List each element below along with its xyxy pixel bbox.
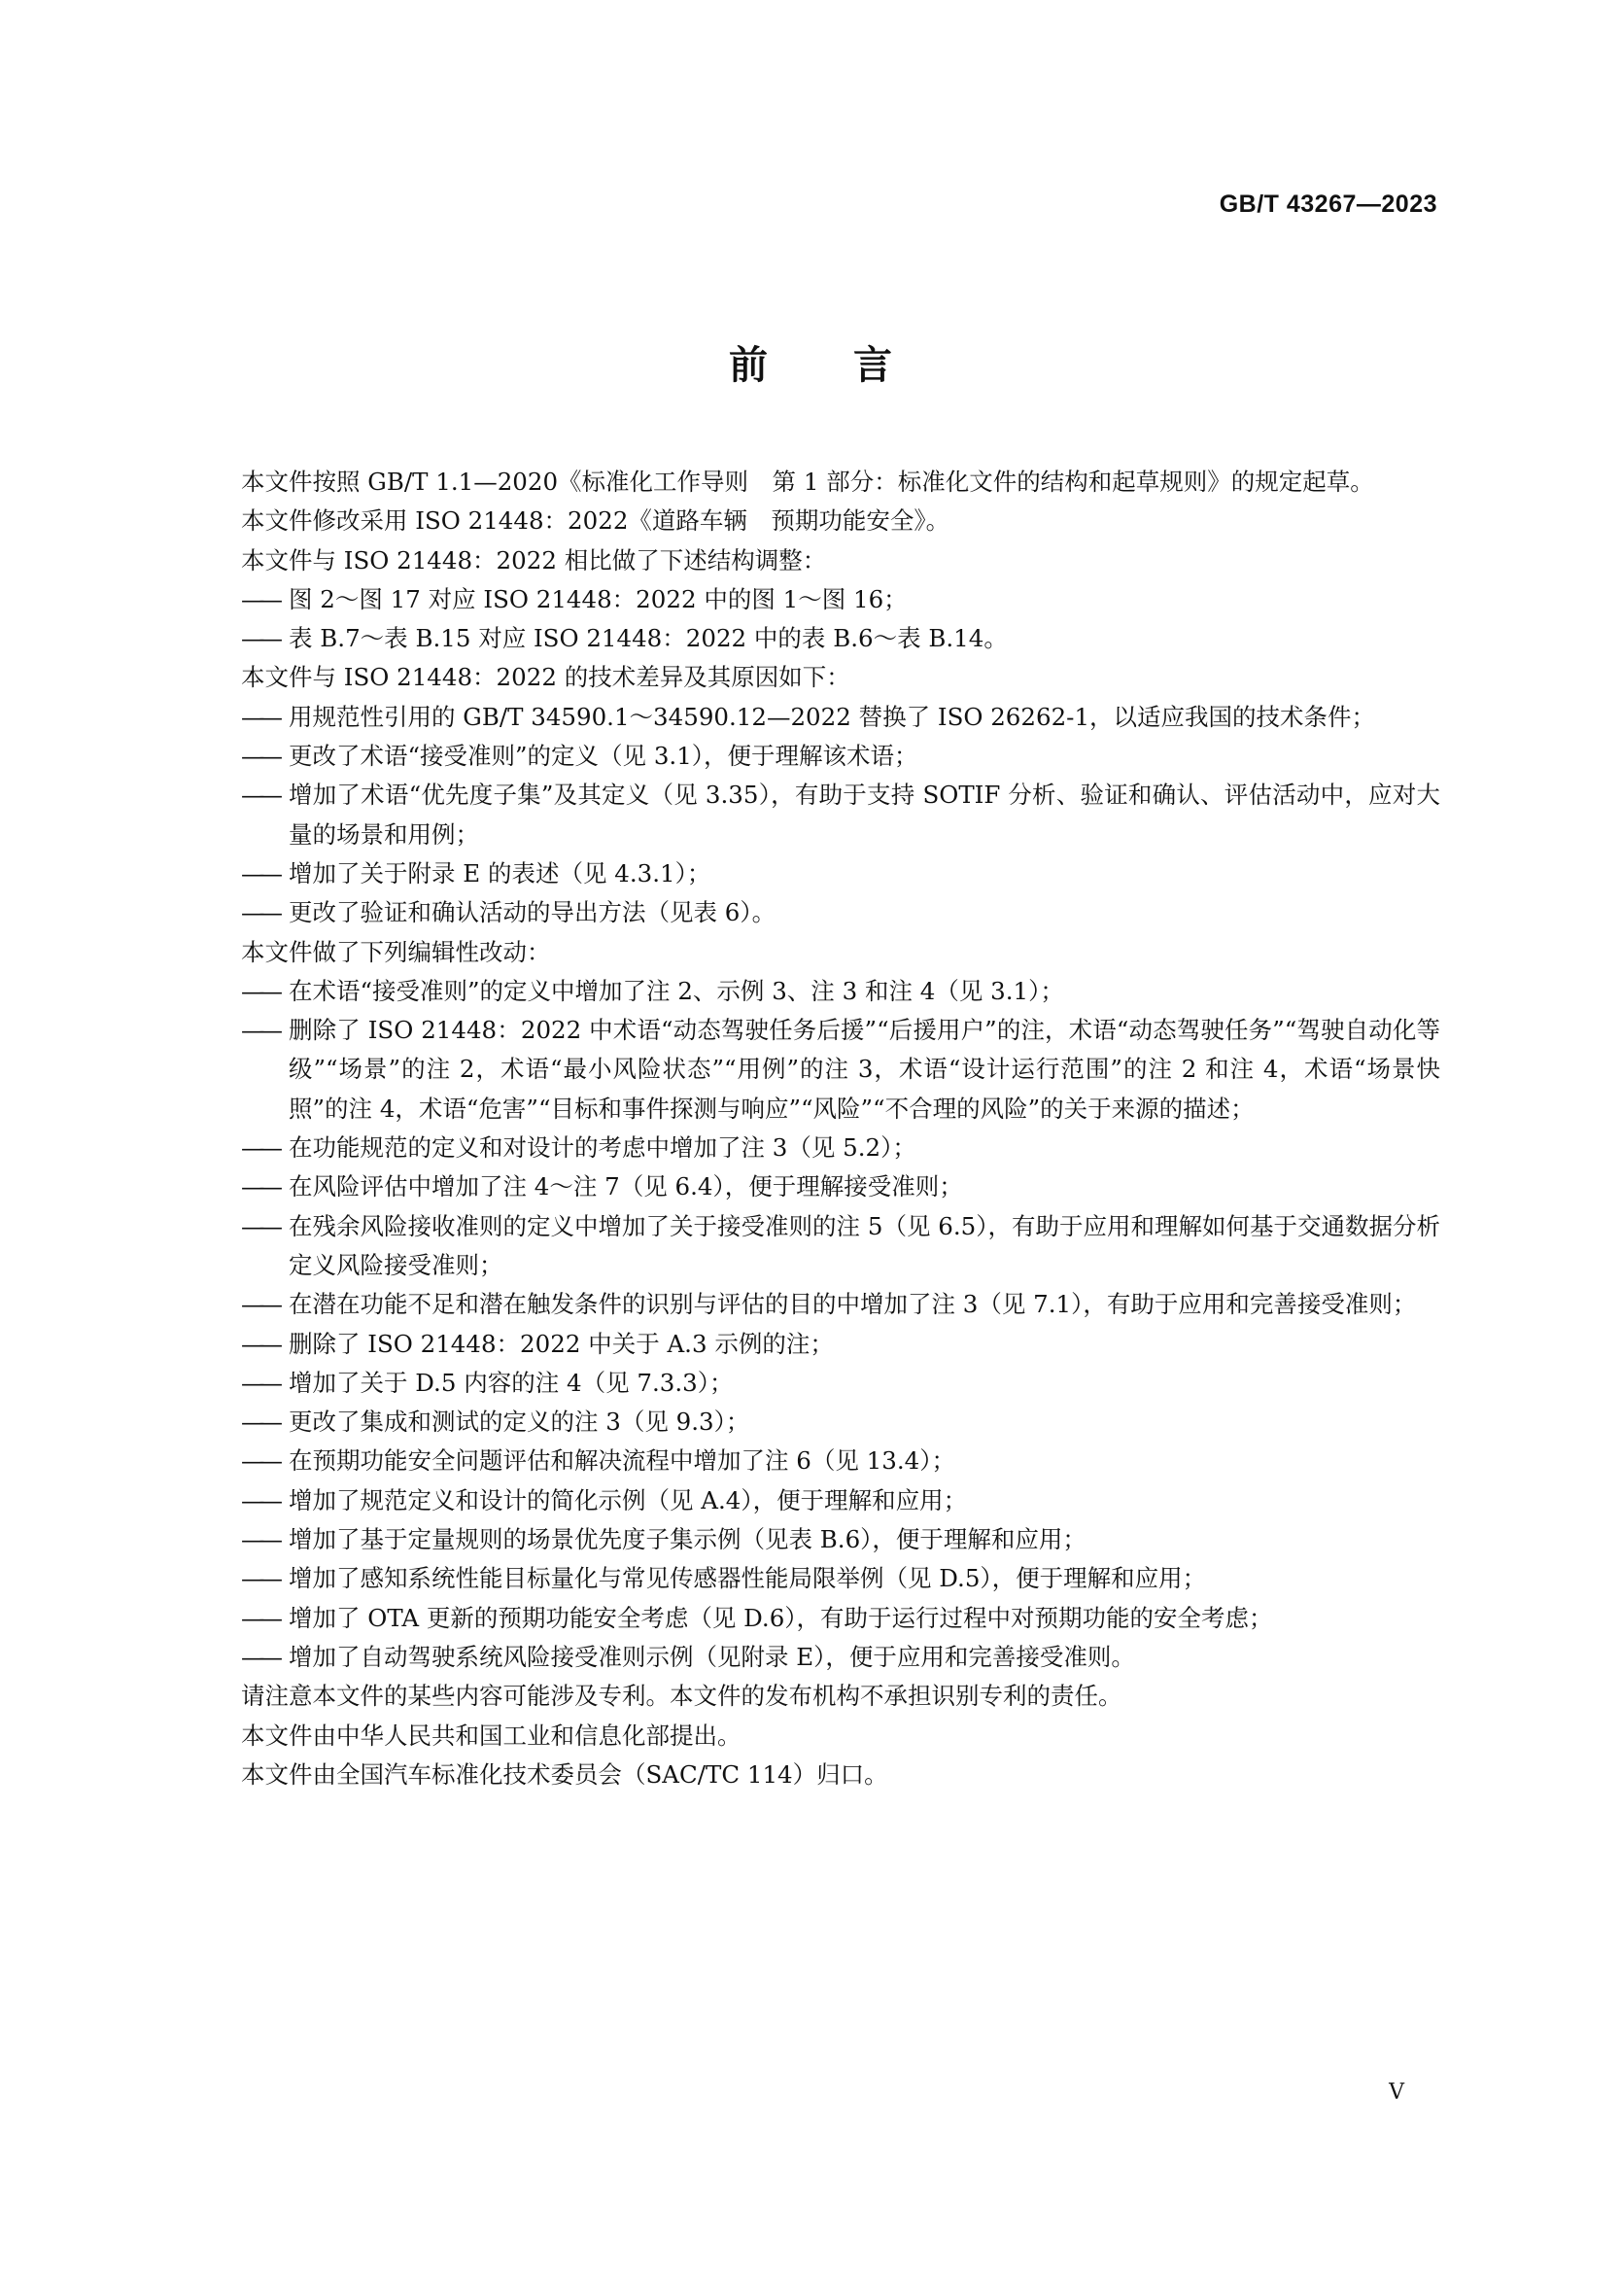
paragraph: 本文件与 ISO 21448：2022 相比做了下述结构调整： [241, 545, 827, 574]
list-item: —— 增加了自动驾驶系统风险接受准则示例（见附录 E），便于应用和完善接受准则。 [193, 1638, 1440, 1677]
paragraph: 请注意本文件的某些内容可能涉及专利。本文件的发布机构不承担识别专利的责任。 [241, 1682, 1122, 1711]
page-title: 前言 [729, 343, 978, 388]
list-item: —— 用规范性引用的 GB/T 34590.1～34590.12—2022 替换了 ISO 26262-1，以适应我国的技术条件； [193, 698, 1440, 737]
list-item: —— 增加了规范定义和设计的简化示例（见 A.4），便于理解和应用； [193, 1481, 1440, 1520]
list-item: —— 在预期功能安全问题评估和解决流程中增加了注 6（见 13.4）； [193, 1442, 1440, 1480]
list-item: —— 更改了术语“接受准则”的定义（见 3.1），便于理解该术语； [193, 737, 1440, 776]
list-item: —— 表 B.7～表 B.15 对应 ISO 21448：2022 中的表 B.6～表 B.14。 [193, 619, 1440, 658]
paragraph: 本文件做了下列编辑性改动： [241, 937, 551, 966]
list-item: —— 在潜在功能不足和潜在触发条件的识别与评估的目的中增加了注 3（见 7.1），有助于应用和完善接受准则； [193, 1285, 1440, 1324]
page-number: V [1389, 2080, 1404, 2105]
list-item: —— 增加了关于 D.5 内容的注 4（见 7.3.3）； [193, 1364, 1440, 1403]
paragraph: 本文件由全国汽车标准化技术委员会（SAC/TC 114）归口。 [241, 1759, 888, 1789]
foreword-body [193, 463, 1440, 1794]
list-item: —— 在残余风险接收准则的定义中增加了关于接受准则的注 5（见 6.5），有助于应用和理解如何基于交通数据分析定义风险接受准则； [193, 1207, 1440, 1286]
list-item: —— 更改了验证和确认活动的导出方法（见表 6）。 [193, 893, 1440, 932]
list-item: —— 在风险评估中增加了注 4～注 7（见 6.4），便于理解接受准则； [193, 1167, 1440, 1206]
list-item: —— 增加了术语“优先度子集”及其定义（见 3.35），有助于支持 SOTIF 分析、验证和确认、评估活动中，应对大量的场景和用例； [193, 776, 1440, 854]
structure-changes-list [193, 580, 1440, 659]
paragraph: 本文件由中华人民共和国工业和信息化部提出。 [241, 1721, 742, 1750]
list-item: —— 增加了感知系统性能目标量化与常见传感器性能局限举例（见 D.5），便于理解和应用； [193, 1559, 1440, 1598]
technical-differences-list [193, 698, 1440, 933]
list-item: —— 增加了 OTA 更新的预期功能安全考虑（见 D.6），有助于运行过程中对预期功能的安全考虑； [193, 1599, 1440, 1638]
list-item: —— 删除了 ISO 21448：2022 中术语“动态驾驶任务后援”“后援用户”的注，术语“动态驾驶任务”“驾驶自动化等级”“场景”的注 2，术语“最小风险状态”“用例”的注 3，术语“设计运行范围”的注 2 和注 4，术语“场景快照”的注 4，术语“危害”“目标和事件探测与响应”“风险”“不合理的风险”的关于来源的描述； [193, 1011, 1440, 1129]
document-code: GB/T 43267—2023 [1219, 191, 1437, 218]
list-item: —— 在功能规范的定义和对设计的考虑中增加了注 3（见 5.2）； [193, 1129, 1440, 1167]
paragraph: 本文件按照 GB/T 1.1—2020《标准化工作导则 第 1 部分：标准化文件的结构和起草规则》的规定起草。 [241, 468, 1374, 496]
list-item: —— 更改了集成和测试的定义的注 3（见 9.3）； [193, 1403, 1440, 1442]
list-item: —— 在术语“接受准则”的定义中增加了注 2、示例 3、注 3 和注 4（见 3.1）； [193, 972, 1440, 1011]
paragraph: 本文件修改采用 ISO 21448：2022《道路车辆 预期功能安全》。 [241, 506, 950, 536]
editorial-changes-list [193, 972, 1440, 1677]
list-item: —— 增加了关于附录 E 的表述（见 4.3.1）； [193, 854, 1440, 893]
list-item: —— 增加了基于定量规则的场景优先度子集示例（见表 B.6），便于理解和应用； [193, 1520, 1440, 1559]
list-item: —— 图 2～图 17 对应 ISO 21448：2022 中的图 1～图 16； [193, 580, 1440, 619]
paragraph: 本文件与 ISO 21448：2022 的技术差异及其原因如下： [241, 663, 850, 692]
list-item: —— 删除了 ISO 21448：2022 中关于 A.3 示例的注； [193, 1325, 1440, 1364]
